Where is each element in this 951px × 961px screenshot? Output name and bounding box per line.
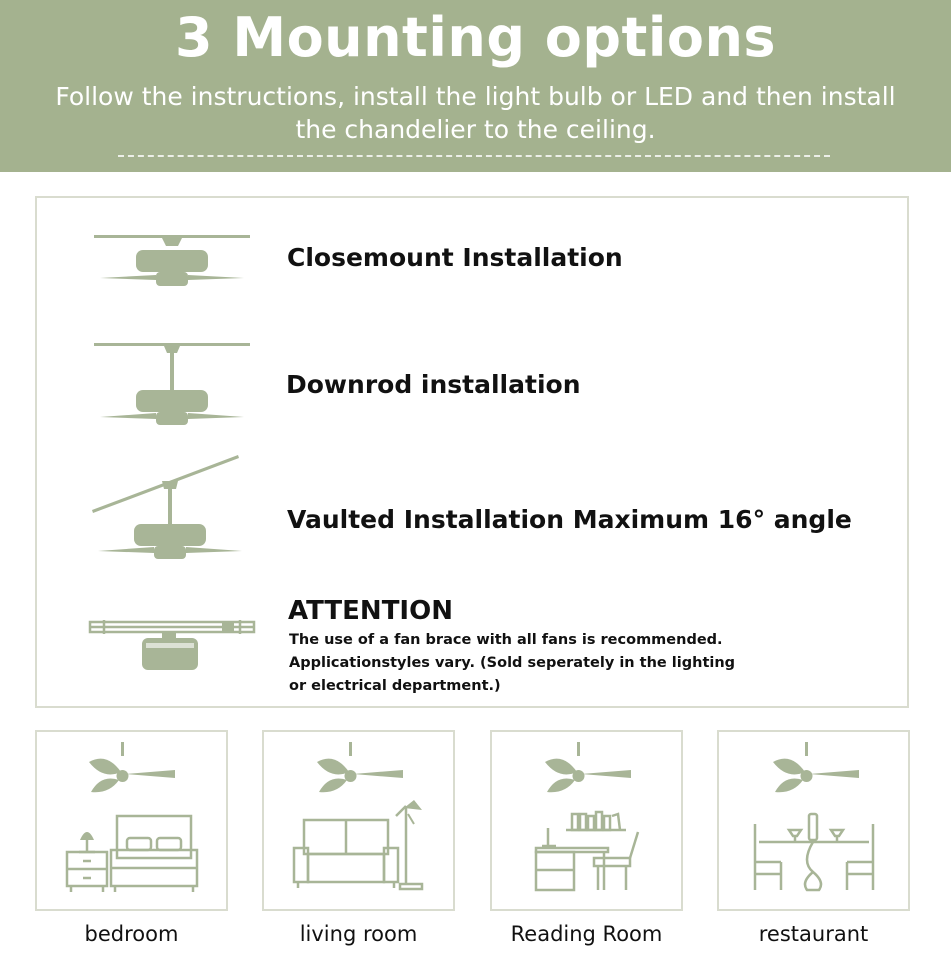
reading-room-icon (492, 732, 681, 909)
room-label-living-room: living room (299, 922, 418, 946)
closemount-fan-icon (92, 230, 252, 292)
fan-brace-icon (86, 617, 258, 673)
option-vaulted-label: Vaulted Installation Maximum 16° angle (287, 505, 852, 534)
attention-line-2: Applicationstyles vary. (Sold seperately in the lighting (289, 655, 736, 671)
living-room-icon (264, 732, 453, 909)
room-label-restaurant: restaurant (758, 922, 869, 946)
bedroom-icon (37, 732, 226, 909)
room-label-bedroom: bedroom (84, 922, 179, 946)
header-banner (0, 0, 951, 172)
room-label-reading-room: Reading Room (510, 922, 663, 946)
subtitle-line-2: the chandelier to the ceiling. (295, 115, 656, 144)
page-subtitle (20, 80, 931, 146)
room-card-living-room (262, 730, 455, 911)
restaurant-icon (719, 732, 908, 909)
option-downrod-label: Downrod installation (286, 370, 581, 399)
room-card-reading-room (490, 730, 683, 911)
header-dashed-divider (118, 155, 830, 157)
attention-text (289, 629, 759, 698)
room-card-bedroom (35, 730, 228, 911)
attention-line-3: or electrical department.) (289, 678, 501, 694)
attention-title: ATTENTION (288, 596, 453, 626)
downrod-fan-icon (92, 340, 252, 428)
subtitle-line-1: Follow the instructions, install the light bulb or LED and then install (55, 82, 896, 111)
vaulted-fan-icon (90, 455, 250, 563)
room-card-restaurant (717, 730, 910, 911)
attention-line-1: The use of a fan brace with all fans is recommended. (289, 632, 723, 648)
option-closemount-label: Closemount Installation (287, 243, 623, 272)
page-title: 3 Mounting options (174, 6, 777, 69)
